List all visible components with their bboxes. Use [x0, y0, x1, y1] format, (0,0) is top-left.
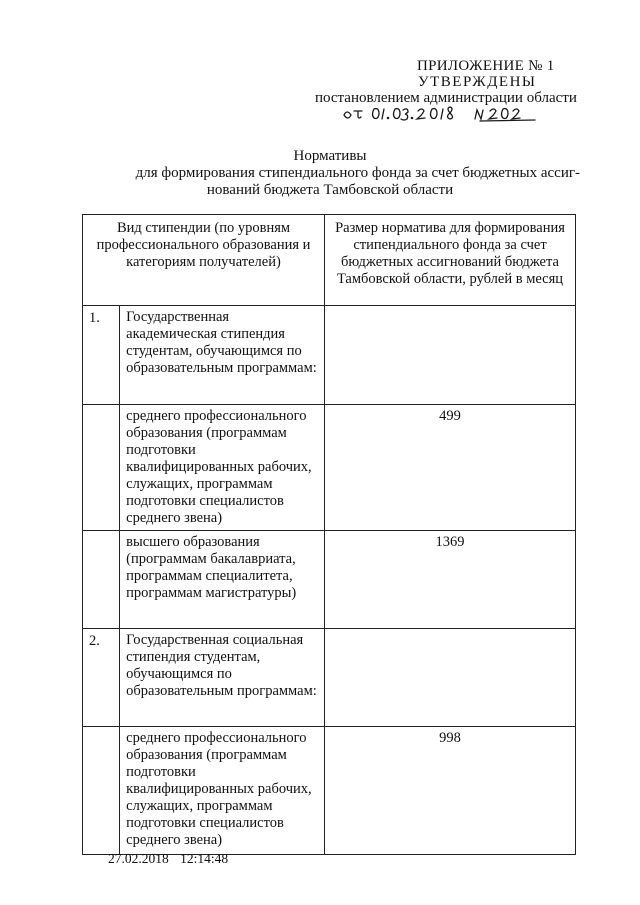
row-number: 1.: [83, 306, 120, 405]
row-value: [325, 629, 576, 727]
handwritten-date-signature: [340, 101, 560, 123]
row-value: 998: [325, 727, 576, 855]
table-row: [83, 405, 576, 531]
row-description: Государственная социальная стипендия студентам, обучающимся по образовательным программам:: [120, 629, 325, 727]
document-title: Нормативы: [293, 148, 367, 164]
row-value: [325, 306, 576, 405]
row-number: [83, 531, 120, 629]
approved-label: УТВЕРЖДЕНЫ: [418, 74, 537, 90]
row-number: [83, 405, 120, 531]
row-description: Государственная академическая стипендия студентам, обучающимся по образовательным программам:: [120, 306, 325, 405]
table-row: [83, 306, 576, 405]
column-header-type: Вид стипендии (по уровням профессионального образования и категориям получателей): [83, 215, 325, 306]
decree-label: постановлением администрации области: [315, 90, 577, 106]
row-description: среднего профессионального образования (программам подготовки квалифицированных рабочих, служащих, программам подготовки специалистов среднего звена): [120, 405, 325, 531]
document-subtitle-line1: для формирования стипендиального фонда за счет бюджетных ассиг-: [135, 165, 580, 181]
row-description: высшего образования (программам бакалавриата, программам специалитета, программам магистратуры): [120, 531, 325, 629]
row-description: среднего профессионального образования (программам подготовки квалифицированных рабочих, служащих, программам подготовки специалистов среднего звена): [120, 727, 325, 855]
row-value: 499: [325, 405, 576, 531]
appendix-label: ПРИЛОЖЕНИЕ № 1: [417, 58, 555, 74]
document-subtitle-line2: нований бюджета Тамбовской области: [206, 182, 454, 198]
table-row: [83, 727, 576, 855]
norms-table: [82, 214, 576, 855]
row-value: 1369: [325, 531, 576, 629]
table-row: [83, 531, 576, 629]
row-number: 2.: [83, 629, 120, 727]
row-number: [83, 727, 120, 855]
table-row: [83, 629, 576, 727]
print-timestamp: 27.02.2018 12:14:48: [108, 851, 229, 866]
table-header-row: [83, 215, 576, 306]
column-header-amount: Размер норматива для формирования стипендиального фонда за счет бюджетных ассигнований бюджета Тамбовской области, рублей в месяц: [325, 215, 576, 306]
